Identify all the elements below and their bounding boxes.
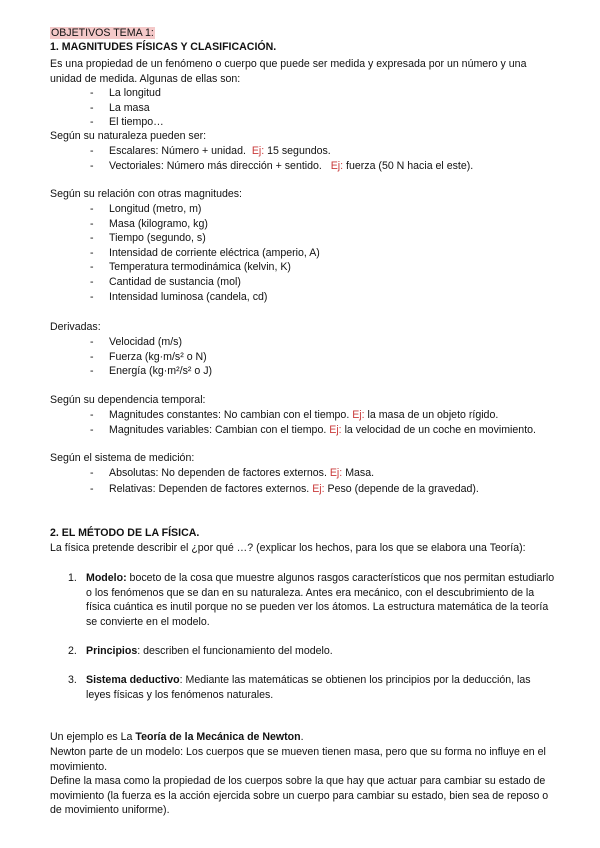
list-item: Cantidad de sustancia (mol): [109, 276, 241, 288]
list-item: Vectoriales: Número más dirección + sentido. Ej: fuerza (50 N hacia el este).: [109, 160, 474, 172]
list-item: El tiempo…: [109, 116, 164, 128]
naturaleza-label: Según su naturaleza pueden ser:: [50, 130, 207, 142]
list-item: Tiempo (segundo, s): [109, 232, 206, 244]
list-item: Intensidad luminosa (candela, cd): [109, 291, 268, 303]
list-item: Principios: describen el funcionamiento del modelo.: [86, 645, 333, 657]
section-2-heading: 2. EL MÉTODO DE LA FÍSICA.: [50, 527, 200, 539]
list-dash: -: [90, 102, 94, 114]
list-item: Velocidad (m/s): [109, 336, 183, 348]
list-dash: -: [90, 160, 94, 172]
list-item: Magnitudes variables: Cambian con el tiempo. Ej: la velocidad de un coche en movimiento.: [109, 424, 536, 436]
list-dash: -: [90, 351, 94, 363]
list-dash: -: [90, 276, 94, 288]
list-item: Longitud (metro, m): [109, 203, 202, 215]
list-dash: -: [90, 116, 94, 128]
list-number: 3.: [68, 674, 77, 686]
list-item: Sistema deductivo: Mediante las matemáticas se obtienen los principios por la deducción, las leyes físicas y los fenómenos naturales.: [86, 674, 531, 701]
medicion-label: Según el sistema de medición:: [50, 452, 195, 464]
list-item: La longitud: [109, 87, 161, 99]
list-dash: -: [90, 483, 94, 495]
list-dash: -: [90, 365, 94, 377]
list-item: Magnitudes constantes: No cambian con el tiempo. Ej: la masa de un objeto rígido.: [109, 409, 499, 421]
doc-title: OBJETIVOS TEMA 1:: [51, 27, 154, 39]
list-dash: -: [90, 203, 94, 215]
newton-paragraph-1: Newton parte de un modelo: Los cuerpos que se mueven tienen masa, pero que su forma no influye en el movimiento.: [50, 746, 546, 773]
section-2-intro: La física pretende describir el ¿por qué …? (explicar los hechos, para los que se elabora una Teoría):: [50, 542, 526, 554]
list-dash: -: [90, 291, 94, 303]
list-item: Fuerza (kg·m/s² o N): [109, 351, 207, 363]
list-item: Masa (kilogramo, kg): [109, 218, 208, 230]
list-dash: -: [90, 424, 94, 436]
list-item: Modelo: boceto de la cosa que muestre algunos rasgos característicos que nos permitan estudiarlo o los fenómenos que se dan en su naturaleza. Antes era mecánico, con el descubrimiento de la física cuántica es inutil porque no se pueden ver los átomos. La estructura matemática de la teoría se convierte en el modelo.: [86, 572, 555, 628]
list-item: Relativas: Dependen de factores externos. Ej: Peso (depende de la gravedad).: [109, 483, 479, 495]
list-item: La masa: [109, 102, 150, 114]
list-item: Escalares: Número + unidad. Ej: 15 segundos.: [109, 145, 331, 157]
list-item: Energía (kg·m²/s² o J): [109, 365, 213, 377]
newton-example: Un ejemplo es La Teoría de la Mecánica de Newton.: [50, 731, 304, 743]
list-dash: -: [90, 218, 94, 230]
list-dash: -: [90, 247, 94, 259]
list-dash: -: [90, 336, 94, 348]
list-dash: -: [90, 87, 94, 99]
temporal-label: Según su dependencia temporal:: [50, 394, 206, 406]
list-dash: -: [90, 409, 94, 421]
newton-paragraph-2: Define la masa como la propiedad de los cuerpos sobre la que hay que actuar para cambiar su estado de movimiento (la fuerza es la acción ejercida sobre un cuerpo para cambiar su estado, bien sea de reposo o de movimiento uniforme).: [50, 775, 549, 817]
list-item: Intensidad de corriente eléctrica (amperio, A): [109, 247, 320, 259]
section-1-heading: 1. MAGNITUDES FÍSICAS Y CLASIFICACIÓN.: [50, 41, 277, 53]
list-dash: -: [90, 145, 94, 157]
list-dash: -: [90, 232, 94, 244]
list-dash: -: [90, 467, 94, 479]
list-item: Temperatura termodinámica (kelvin, K): [109, 261, 291, 273]
list-item: Absolutas: No dependen de factores externos. Ej: Masa.: [109, 467, 375, 479]
derivadas-label: Derivadas:: [50, 321, 101, 333]
relacion-label: Según su relación con otras magnitudes:: [50, 188, 242, 200]
list-dash: -: [90, 261, 94, 273]
list-number: 1.: [68, 572, 77, 584]
list-number: 2.: [68, 645, 77, 657]
section-1-intro: Es una propiedad de un fenómeno o cuerpo que puede ser medida y expresada por un número y una unidad de medida. Algunas de ellas son:: [50, 58, 527, 85]
